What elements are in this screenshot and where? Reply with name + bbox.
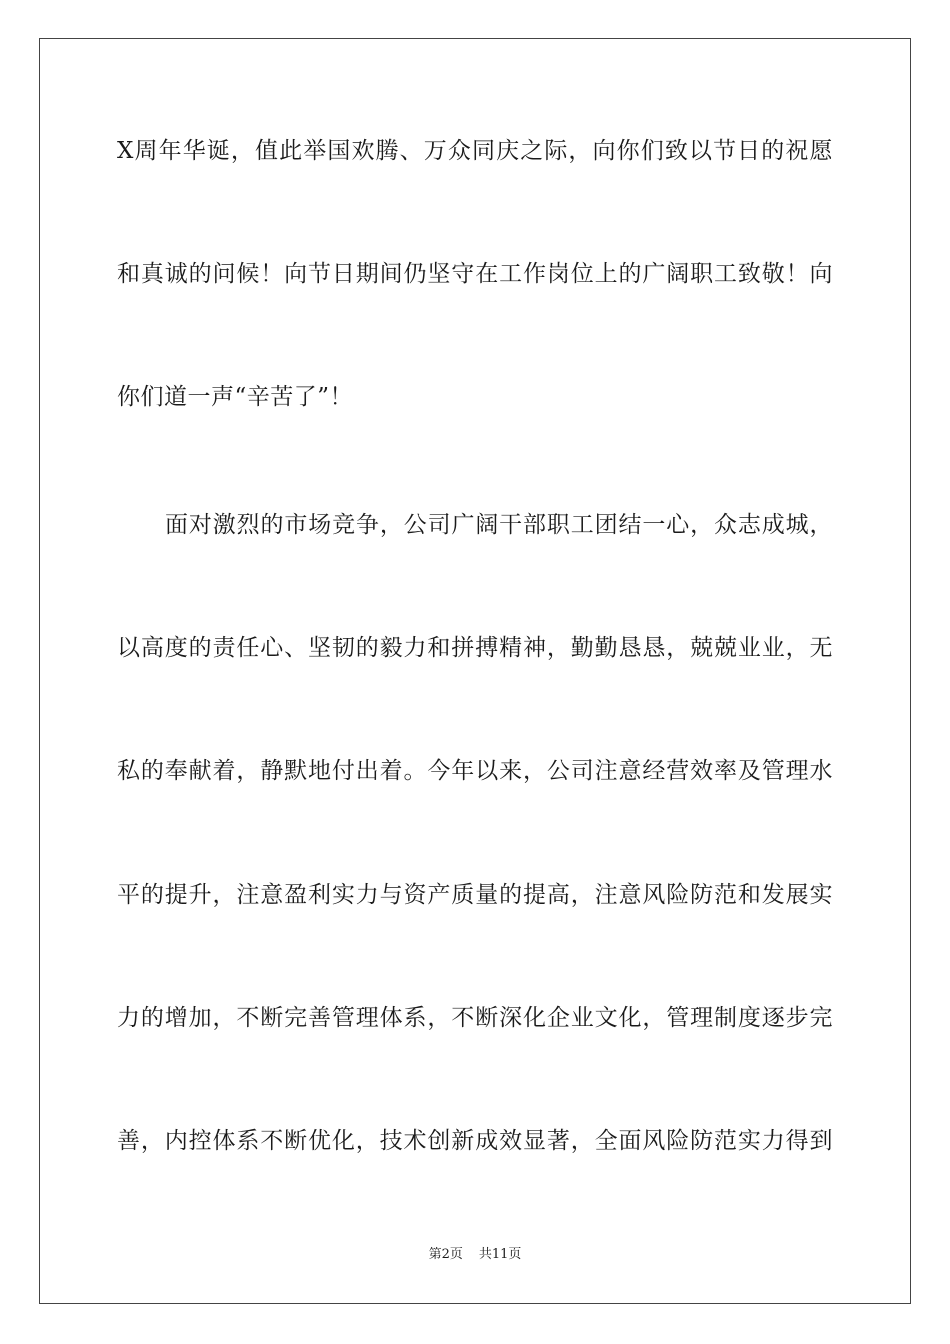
text-line: 私的奉献着，静默地付出着。今年以来，公司注意经营效率及管理水: [117, 758, 833, 784]
text-line: 善，内控体系不断优化，技术创新成效显著，全面风险防范实力得到: [117, 1128, 833, 1154]
text-line: 力的增加，不断完善管理体系，不断深化企业文化，管理制度逐步完: [117, 1005, 833, 1031]
text-line: 面对激烈的市场竞争，公司广阔干部职工团结一心，众志成城，: [165, 512, 833, 538]
text-line: 和真诚的问候！向节日期间仍坚守在工作岗位上的广阔职工致敬！向: [117, 261, 833, 287]
text-line: 你们道一声“辛苦了”！: [117, 384, 354, 410]
page-number: 第2页: [428, 1247, 463, 1262]
page-border: [39, 38, 911, 1304]
text-line: X周年华诞，值此举国欢腾、万众同庆之际，向你们致以节日的祝愿: [117, 138, 833, 164]
page-total: 共11页: [478, 1247, 522, 1262]
text-line: 以高度的责任心、坚韧的毅力和拼搏精神，勤勤恳恳，兢兢业业，无: [117, 635, 833, 661]
page-footer: [0, 1246, 950, 1264]
text-line: 平的提升，注意盈利实力与资产质量的提高，注意风险防范和发展实: [117, 882, 833, 908]
